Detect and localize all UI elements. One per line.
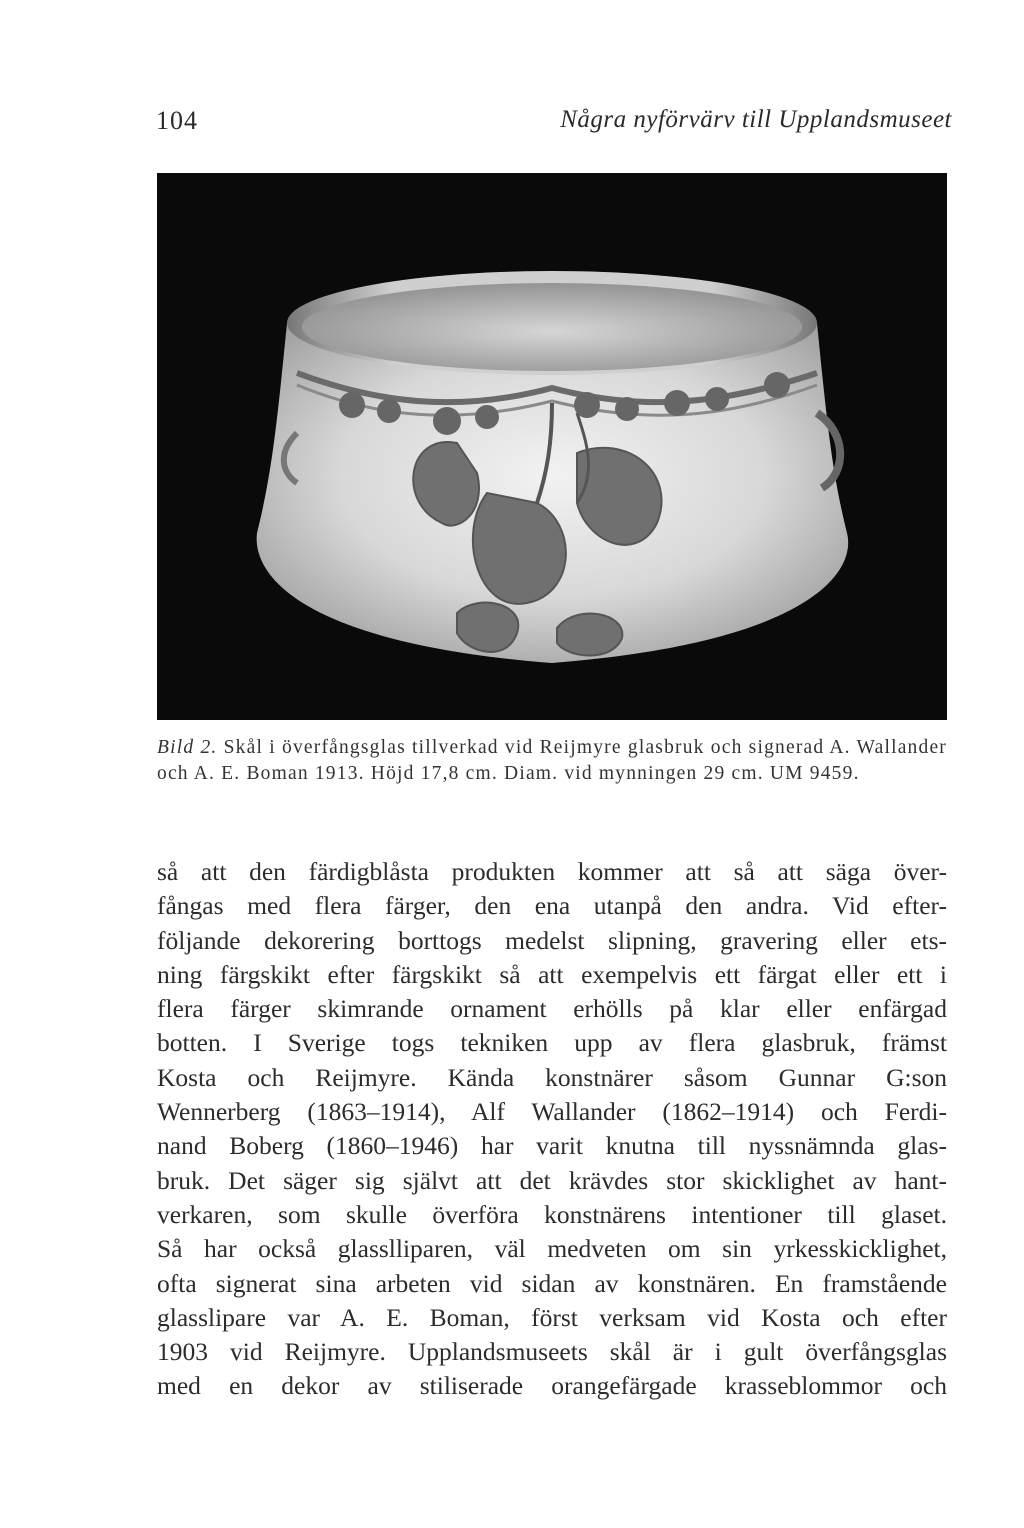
body-line: ning färgskikt efter färgskikt så att exempelvis ett färgat eller ett i	[157, 959, 947, 989]
caption-text: Skål i överfångsglas tillverkad vid Reijmyre glasbruk och signerad A. Wallander och A. E. Boman 1913. Höjd 17,8 cm. Diam. vid mynningen 29 cm. UM 9459.	[157, 737, 947, 784]
body-line: nand Boberg (1860–1946) har varit knutna till nyssnämnda glas-	[157, 1131, 947, 1161]
body-text	[157, 855, 947, 1404]
body-line: verkaren, som skulle överföra konstnärens intentioner till glaset.	[157, 1199, 947, 1229]
body-line: följande dekorering borttogs medelst slipning, gravering eller ets-	[157, 925, 947, 955]
body-line: Kosta och Reijmyre. Kända konstnärer såsom Gunnar G:son	[157, 1062, 947, 1092]
caption-label: Bild 2.	[157, 737, 218, 758]
body-line: botten. I Sverige togs tekniken upp av flera glasbruk, främst	[157, 1028, 947, 1058]
body-line: Så har också glasslliparen, väl medveten om sin yrkesskicklighet,	[157, 1234, 947, 1264]
body-line: ofta signerat sina arbeten vid sidan av konstnären. En framstående	[157, 1268, 947, 1298]
body-line: så att den färdigblåsta produkten kommer att så att säga över-	[157, 857, 947, 886]
figure-caption	[157, 735, 947, 787]
body-line: glasslipare var A. E. Boman, först verksam vid Kosta och efter	[157, 1302, 947, 1332]
body-line: fångas med flera färger, den ena utanpå den andra. Vid efter-	[157, 891, 947, 921]
body-line: Wennerberg (1863–1914), Alf Wallander (1862–1914) och Ferdi-	[157, 1097, 947, 1127]
glass-bowl-photo	[157, 173, 947, 720]
body-line: med en dekor av stiliserade orangefärgade krasseblommor och	[157, 1371, 947, 1401]
body-line: 1903 vid Reijmyre. Upplandsmuseets skål är i gult överfångsglas	[157, 1337, 947, 1367]
page-number: 104	[156, 106, 198, 135]
body-line: bruk. Det säger sig självt att det krävdes stor skicklighet av hant-	[157, 1165, 947, 1195]
running-head: Några nyförvärv till Upplandsmuseet	[560, 106, 952, 133]
body-line: flera färger skimrande ornament erhölls på klar eller enfärgad	[157, 994, 947, 1024]
